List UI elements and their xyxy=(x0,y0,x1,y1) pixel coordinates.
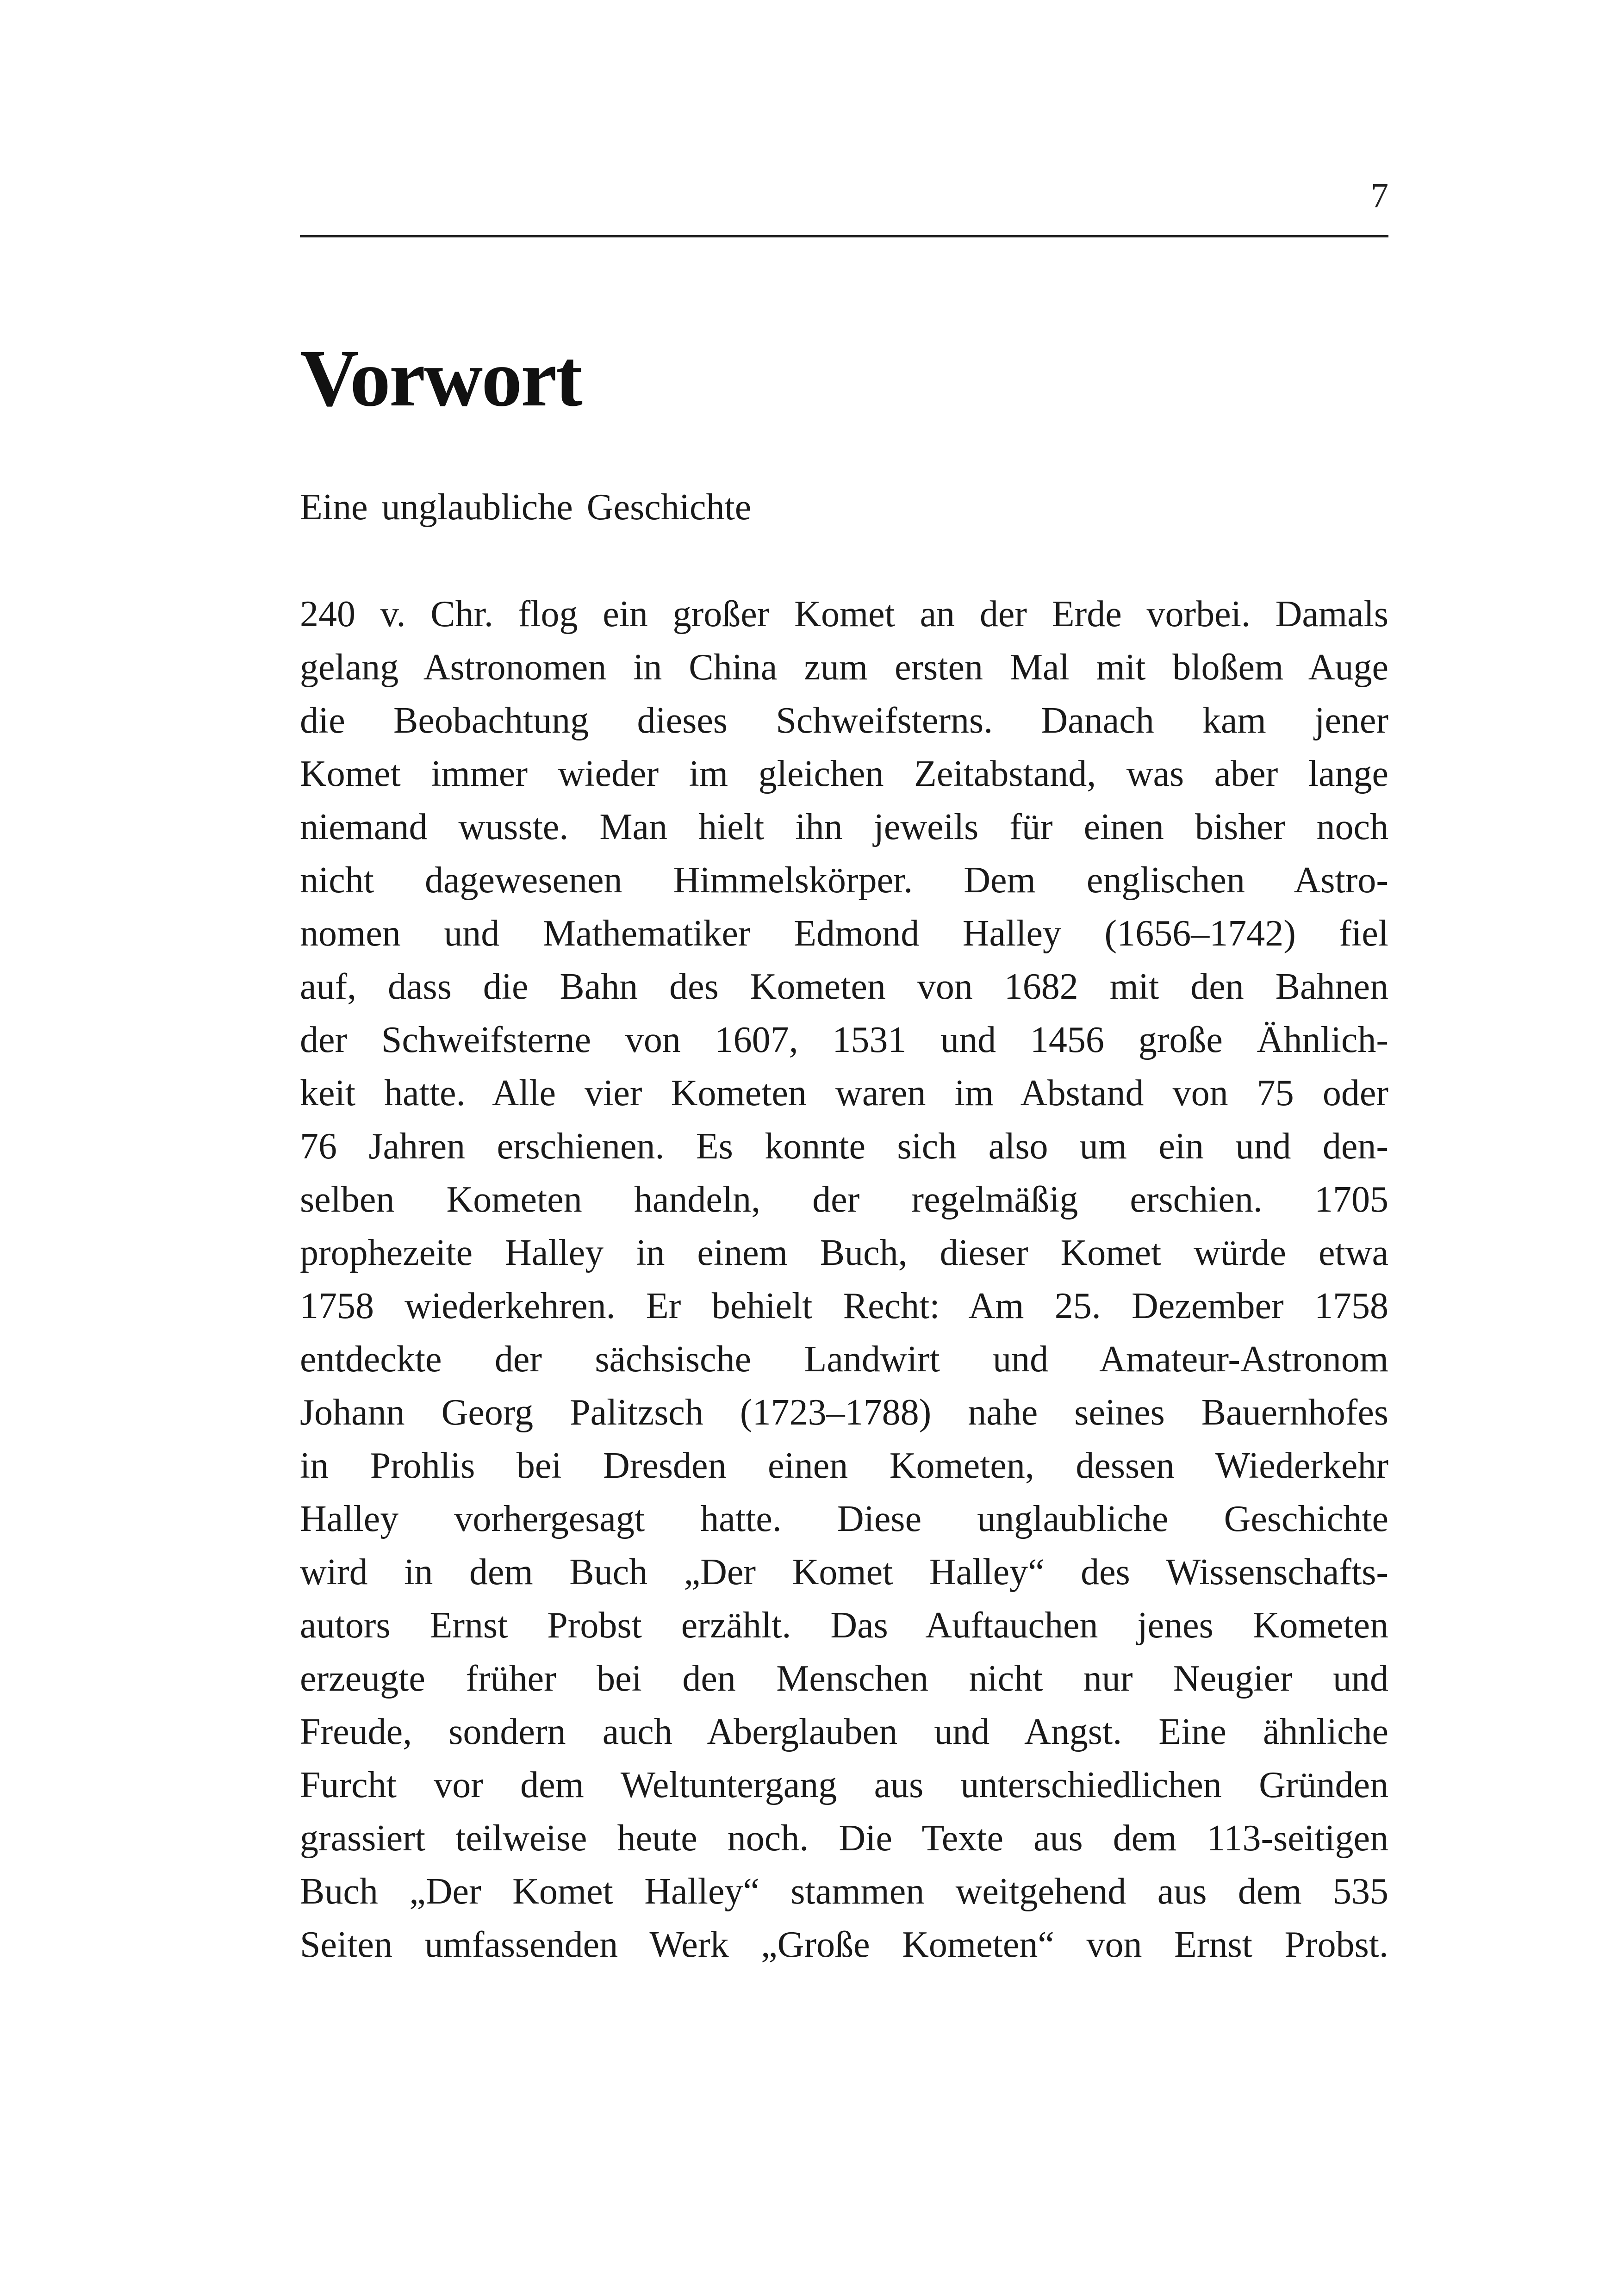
chapter-title: Vorwort xyxy=(300,333,581,423)
body-line: Freude, sondern auch Aberglauben und Angst. Eine ähnliche xyxy=(300,1711,1388,1752)
body-line: Komet immer wieder im gleichen Zeitabstand, was aber lange xyxy=(300,753,1388,794)
body-line: prophezeite Halley in einem Buch, dieser Komet würde etwa xyxy=(300,1232,1388,1273)
body-line: auf, dass die Bahn des Kometen von 1682 mit den Bahnen xyxy=(300,966,1388,1007)
body-line: grassiert teilweise heute noch. Die Texte aus dem 113-seitigen xyxy=(300,1818,1388,1859)
body-line: Johann Georg Palitzsch (1723–1788) nahe seines Bauernhofes xyxy=(300,1392,1388,1433)
body-line: entdeckte der sächsische Landwirt und Amateur-Astronom xyxy=(300,1339,1388,1380)
body-line: keit hatte. Alle vier Kometen waren im Abstand von 75 oder xyxy=(300,1073,1388,1114)
header-rule xyxy=(300,235,1388,237)
body-line: selben Kometen handeln, der regelmäßig erschien. 1705 xyxy=(300,1179,1388,1220)
body-line: der Schweifsterne von 1607, 1531 und 1456 große Ähnlich- xyxy=(300,1020,1388,1060)
body-line: autors Ernst Probst erzählt. Das Auftauchen jenes Kometen xyxy=(300,1605,1388,1646)
body-line: nicht dagewesenen Himmelskörper. Dem englischen Astro- xyxy=(300,860,1388,901)
body-line: 1758 wiederkehren. Er behielt Recht: Am 25. Dezember 1758 xyxy=(300,1286,1388,1326)
body-line: Halley vorhergesagt hatte. Diese unglaubliche Geschichte xyxy=(300,1499,1388,1539)
body-line: in Prohlis bei Dresden einen Kometen, dessen Wiederkehr xyxy=(300,1445,1388,1486)
body-line: 240 v. Chr. flog ein großer Komet an der Erde vorbei. Damals xyxy=(300,594,1388,635)
body-text xyxy=(300,588,1388,1972)
body-line: Furcht vor dem Weltuntergang aus unterschiedlichen Gründen xyxy=(300,1765,1388,1805)
body-line: niemand wusste. Man hielt ihn jeweils für einen bisher noch xyxy=(300,807,1388,847)
body-line: die Beobachtung dieses Schweifsterns. Danach kam jener xyxy=(300,700,1388,741)
body-line: gelang Astronomen in China zum ersten Mal mit bloßem Auge xyxy=(300,647,1388,688)
body-line: Buch „Der Komet Halley“ stammen weitgehend aus dem 535 xyxy=(300,1871,1388,1912)
body-line: 76 Jahren erschienen. Es konnte sich also um ein und den- xyxy=(300,1126,1388,1167)
body-line: wird in dem Buch „Der Komet Halley“ des Wissenschafts- xyxy=(300,1552,1388,1593)
page-number: 7 xyxy=(1371,176,1388,215)
body-line: Seiten umfassenden Werk „Große Kometen“ von Ernst Probst. xyxy=(300,1924,1388,1965)
body-line: nomen und Mathematiker Edmond Halley (1656–1742) fiel xyxy=(300,913,1388,954)
chapter-subtitle: Eine unglaubliche Geschichte xyxy=(300,487,752,528)
body-line: erzeugte früher bei den Menschen nicht nur Neugier und xyxy=(300,1658,1388,1699)
